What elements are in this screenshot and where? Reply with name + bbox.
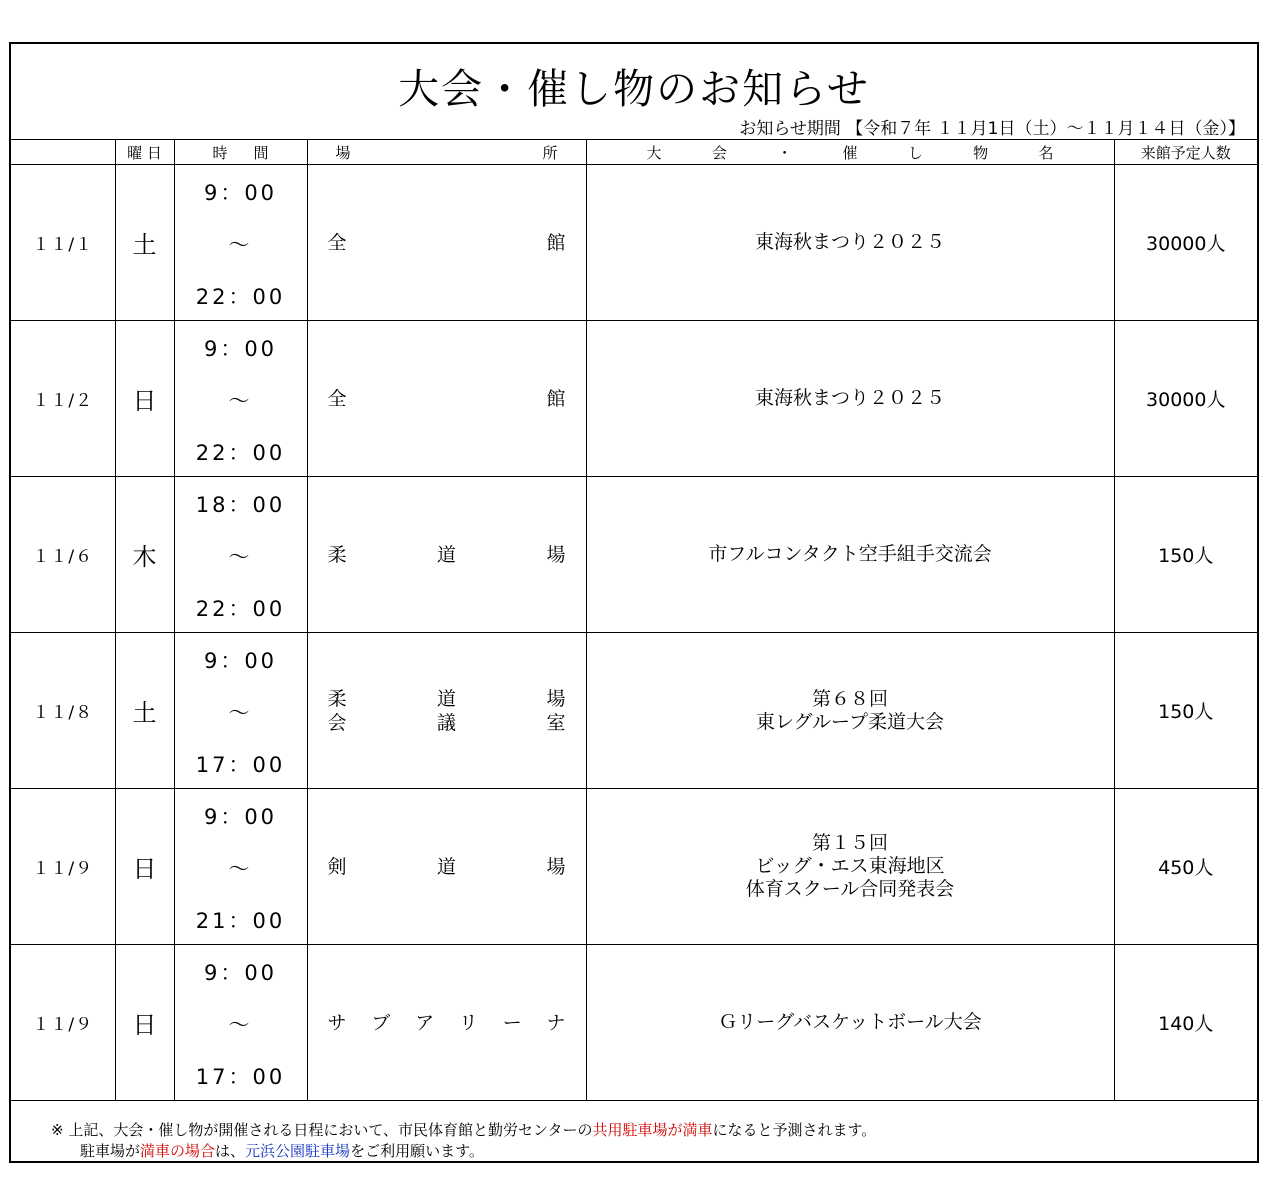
row-event-name [586, 633, 1114, 789]
row-end-time: 22：00 [195, 285, 286, 309]
row-time-range [174, 321, 307, 477]
row-start-time: 9：00 [203, 961, 278, 985]
header-venue [307, 140, 586, 165]
header-date [11, 140, 115, 165]
venue-char: ブ [371, 1011, 391, 1034]
page-title: 大会・催し物のお知らせ [398, 65, 870, 113]
note-segment: は、 [215, 1142, 246, 1160]
row-date: １１/９ [11, 945, 115, 1101]
venue-char: 場 [546, 687, 566, 710]
table-header-row [11, 140, 1257, 165]
row-end-time: 21：00 [195, 909, 286, 933]
row-start-time: 9：00 [203, 805, 278, 829]
row-end-time: 22：00 [195, 597, 286, 621]
row-venue [307, 945, 586, 1101]
note-segment: になると予測されます。 [712, 1121, 877, 1139]
row-time-separator: ～ [228, 233, 253, 257]
table-row [11, 789, 1257, 945]
row-day-of-week: 日 [115, 789, 174, 945]
note-segment: 元浜公園駐車場 [245, 1142, 351, 1160]
row-event-name [586, 789, 1114, 945]
note-segment: 共用駐車場が満車 [592, 1121, 713, 1139]
row-time-separator: ～ [228, 701, 253, 725]
row-time-range [174, 165, 307, 321]
venue-char: ナ [546, 1011, 566, 1034]
venue-char: 館 [546, 231, 566, 254]
header-event-char: 物 [973, 143, 989, 162]
venue-char: 場 [546, 855, 566, 878]
venue-char: 柔 [327, 687, 347, 710]
venue-char: 道 [436, 543, 456, 566]
header-venue-char: 場 [335, 143, 351, 162]
venue-char: 剣 [327, 855, 347, 878]
header-time [174, 140, 307, 165]
row-expected-visitors: 30000人 [1114, 165, 1257, 321]
row-day-of-week: 木 [115, 477, 174, 633]
venue-line [328, 543, 566, 567]
row-date: １１/９ [11, 789, 115, 945]
event-line: 第１５回 [811, 832, 888, 854]
row-date: １１/６ [11, 477, 115, 633]
row-time-range [174, 945, 307, 1101]
venue-line [328, 1011, 566, 1035]
row-expected-visitors: 150人 [1114, 633, 1257, 789]
parking-note [51, 1120, 876, 1162]
venue-char: 館 [546, 387, 566, 410]
venue-char: 会 [327, 711, 347, 734]
event-line: 東海秋まつり２０２５ [754, 387, 945, 409]
row-expected-visitors: 450人 [1114, 789, 1257, 945]
venue-char: 全 [327, 231, 347, 254]
header-time-char: 時 [212, 143, 228, 162]
header-venue-char: 所 [542, 143, 558, 162]
note-line-1 [51, 1120, 876, 1141]
header-event-char: 大 [646, 143, 662, 162]
row-time-separator: ～ [228, 857, 253, 881]
row-time-separator: ～ [228, 1013, 253, 1037]
venue-line [328, 855, 566, 879]
row-venue [307, 477, 586, 633]
note-line-2 [51, 1141, 876, 1162]
note-segment: ※ 上記、大会・催し物が開催される日程において、市民体育館と勤労センターの [51, 1121, 593, 1139]
note-segment: 満車の場合 [140, 1142, 216, 1160]
row-expected-visitors: 150人 [1114, 477, 1257, 633]
row-event-name [586, 477, 1114, 633]
row-time-separator: ～ [228, 545, 253, 569]
venue-char: 議 [436, 711, 456, 734]
row-start-time: 9：00 [203, 337, 278, 361]
venue-char: リ [458, 1011, 478, 1034]
table-row [11, 165, 1257, 321]
note-segment: をご利用願います。 [350, 1142, 484, 1160]
venue-char: 道 [436, 855, 456, 878]
event-line: 第６８回 [811, 687, 888, 710]
row-expected-visitors: 30000人 [1114, 321, 1257, 477]
schedule-table [11, 139, 1257, 1101]
row-event-name [586, 945, 1114, 1101]
row-end-time: 17：00 [195, 753, 286, 777]
header-count: 来館予定人数 [1114, 140, 1257, 165]
header-event-char: 会 [711, 143, 727, 162]
header-event [586, 140, 1114, 165]
row-venue [307, 789, 586, 945]
row-day-of-week: 土 [115, 165, 174, 321]
header-event-char: ・ [777, 143, 793, 162]
venue-line [328, 231, 566, 255]
row-event-name [586, 165, 1114, 321]
table-row [11, 633, 1257, 789]
event-line: Ｇリーグバスケットボール大会 [718, 1011, 982, 1033]
row-venue [307, 633, 586, 789]
table-row [11, 321, 1257, 477]
row-day-of-week: 日 [115, 945, 174, 1101]
row-date: １１/８ [11, 633, 115, 789]
row-start-time: 9：00 [203, 649, 278, 673]
venue-line [328, 687, 566, 711]
venue-char: サ [327, 1011, 347, 1034]
row-day-of-week: 土 [115, 633, 174, 789]
table-row [11, 477, 1257, 633]
row-date: １１/２ [11, 321, 115, 477]
row-start-time: 18：00 [195, 493, 286, 517]
event-line: 市フルコンタクト空手組手交流会 [708, 543, 992, 565]
event-line: ビッグ・エス東海地区 [755, 855, 945, 877]
venue-char: ー [502, 1011, 522, 1034]
row-time-range [174, 477, 307, 633]
header-time-char: 間 [253, 143, 269, 162]
note-segment: 駐車場が [80, 1142, 141, 1160]
venue-char: 柔 [327, 543, 347, 566]
table-row [11, 945, 1257, 1101]
row-venue [307, 165, 586, 321]
row-date: １１/１ [11, 165, 115, 321]
row-day-of-week: 日 [115, 321, 174, 477]
row-time-range [174, 633, 307, 789]
row-time-separator: ～ [228, 389, 253, 413]
row-event-name [586, 321, 1114, 477]
venue-char: 道 [436, 687, 456, 710]
venue-char: 室 [546, 711, 566, 734]
header-dow-char: 曜 日 [127, 143, 162, 162]
header-event-char: 催 [842, 143, 858, 162]
notice-frame [9, 42, 1259, 1163]
header-event-char: 名 [1038, 143, 1054, 162]
notice-period: お知らせ期間 【令和７年 １１月1日（土）～１１月１４日（金）】 [739, 119, 1245, 139]
event-line: 体育スクール合同発表会 [745, 878, 955, 900]
event-line: 東海秋まつり２０２５ [754, 231, 945, 253]
row-venue [307, 321, 586, 477]
venue-line [328, 387, 566, 411]
header-dow [115, 140, 174, 165]
row-end-time: 17：00 [195, 1065, 286, 1089]
row-expected-visitors: 140人 [1114, 945, 1257, 1101]
row-end-time: 22：00 [195, 441, 286, 465]
row-time-range [174, 789, 307, 945]
venue-char: 全 [327, 387, 347, 410]
venue-char: ア [415, 1011, 435, 1034]
header-event-char: し [907, 143, 923, 162]
event-line: 東レグループ柔道大会 [755, 710, 945, 733]
venue-char: 場 [546, 543, 566, 566]
row-start-time: 9：00 [203, 181, 278, 205]
venue-line [328, 711, 566, 735]
